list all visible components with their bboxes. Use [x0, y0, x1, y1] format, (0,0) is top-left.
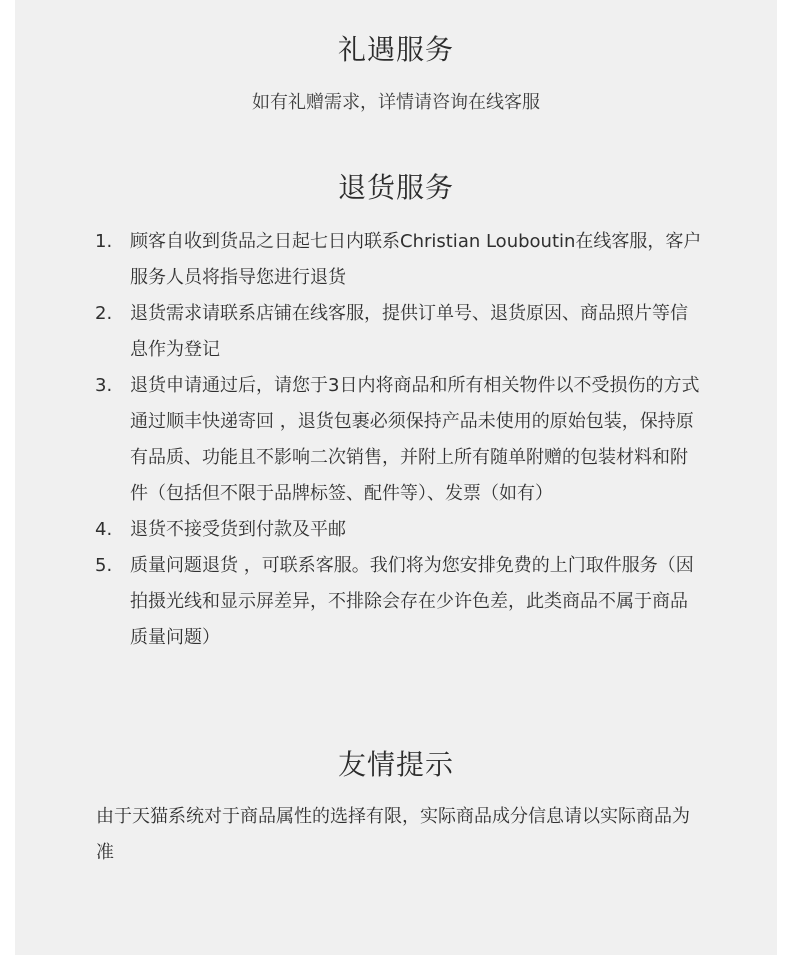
return-item-text: 质量问题退货 ，可联系客服。我们将为您安排免费的上门取件服务（因拍摄光线和显示屏差异，不排除会存在少许色差，此类商品不属于商品质量问题）	[130, 555, 694, 648]
friendly-tips-title: 友情提示	[337, 748, 454, 781]
gift-service-text: 如有礼赠需求，详情请咨询在线客服	[252, 92, 540, 113]
return-item-number: 4.	[95, 519, 113, 540]
return-item-text: 退货申请通过后，请您于3日内将商品和所有相关物件以不受损伤的方式通过顺丰快递寄回 ，退货包裹必须保持产品未使用的原始包装，保持原有品质、功能且不影响二次销售，并附上所有随单附赠的包装材料和附件（包括但不限于品牌标签、配件等）、发票（如有）	[130, 375, 700, 504]
return-item-text: 退货需求请联系店铺在线客服，提供订单号、退货原因、商品照片等信息作为登记	[130, 303, 688, 360]
return-item-text: 退货不接受货到付款及平邮	[130, 519, 346, 540]
return-item-number: 5.	[95, 555, 113, 576]
return-item-text: 顾客自收到货品之日起七日内联系Christian Louboutin在线客服，客户服务人员将指导您进行退货	[130, 231, 702, 288]
content-panel	[15, 0, 777, 955]
return-item-3	[95, 368, 705, 512]
gift-service-title: 礼遇服务	[337, 33, 454, 66]
return-item-2	[95, 296, 705, 368]
friendly-tips-text: 由于天猫系统对于商品属性的选择有限，实际商品成分信息请以实际商品为准	[96, 806, 690, 863]
return-item-5	[95, 548, 705, 656]
return-item-number: 2.	[95, 303, 113, 324]
return-item-number: 3.	[95, 375, 113, 396]
return-item-number: 1.	[95, 231, 113, 252]
return-service-title: 退货服务	[337, 171, 454, 204]
return-item-1	[95, 224, 705, 296]
return-service-list	[95, 224, 705, 656]
return-item-4	[95, 512, 705, 548]
